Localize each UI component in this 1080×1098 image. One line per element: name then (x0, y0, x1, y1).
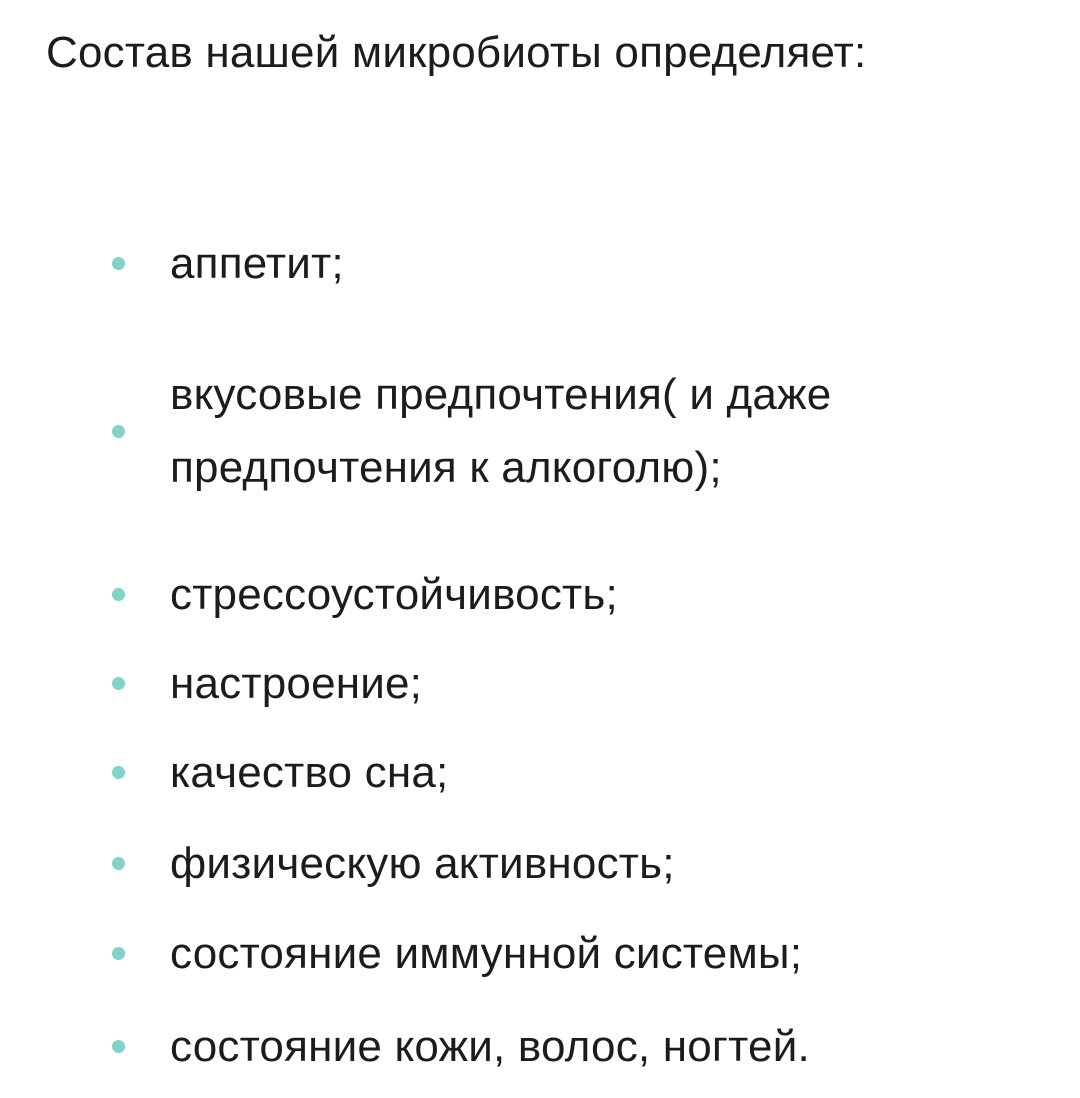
list-item (46, 557, 986, 631)
intro-paragraph: Состав нашей микробиоты определяет: (46, 28, 867, 77)
list-item (46, 1009, 986, 1083)
list-item-text: физическую активность; (170, 838, 675, 888)
bullet-dot-icon (112, 425, 125, 438)
list-item-text: вкусовые предпочтения( и даже предпочтения к алкоголю); (170, 370, 832, 492)
list-item (46, 916, 986, 990)
list-item (46, 646, 986, 720)
bullet-dot-icon (112, 1040, 125, 1053)
list-item-text: аппетит; (170, 238, 344, 288)
bullet-dot-icon (112, 766, 125, 779)
list-item-text: состояние кожи, волос, ногтей. (170, 1021, 810, 1071)
bullet-dot-icon (112, 257, 125, 270)
list-item-text: состояние иммунной системы; (170, 928, 803, 978)
list-item-text: настроение; (170, 658, 423, 708)
bullet-dot-icon (112, 857, 125, 870)
article-content (46, 16, 1046, 1071)
list-item-text: качество сна; (170, 747, 449, 797)
list-item-text: стрессоустойчивость; (170, 569, 618, 619)
bullet-dot-icon (112, 947, 125, 960)
list-item (46, 826, 986, 900)
bullet-dot-icon (112, 588, 125, 601)
list-item (46, 226, 986, 300)
list-item (46, 735, 986, 809)
bullet-dot-icon (112, 677, 125, 690)
list-item (46, 321, 986, 541)
